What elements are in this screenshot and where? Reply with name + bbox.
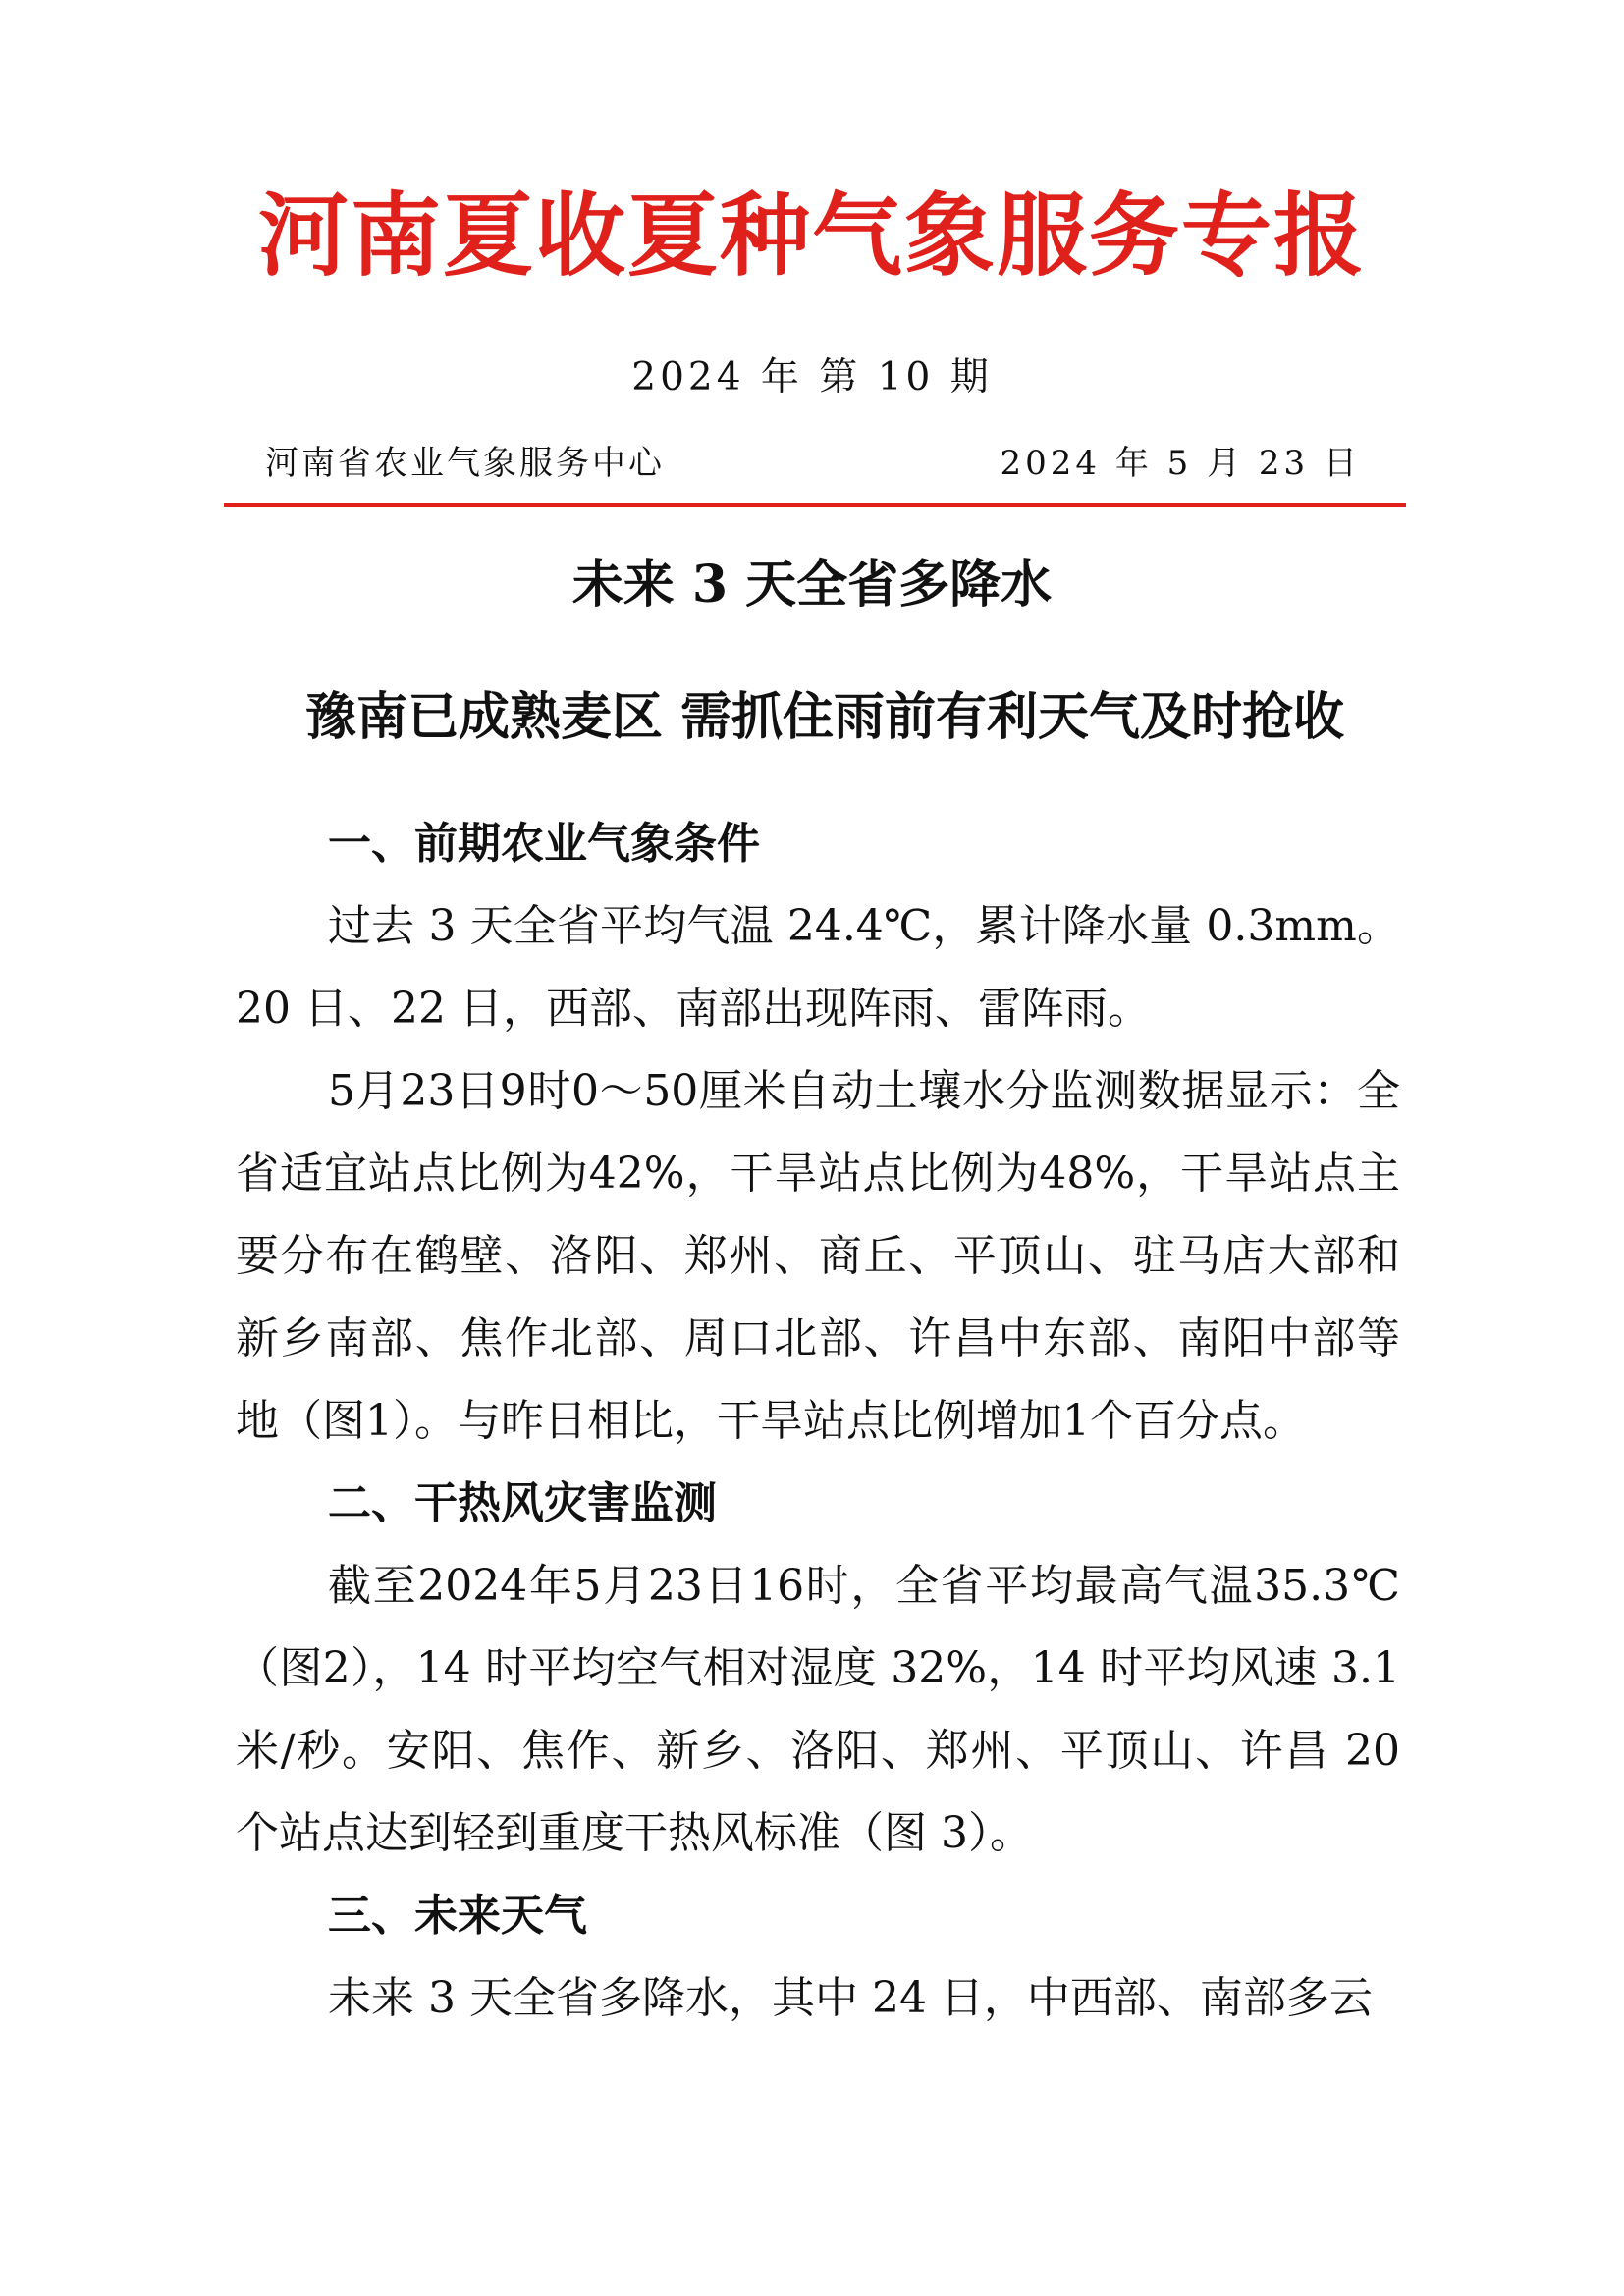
paragraph-soil-moisture: 5月23日9时0～50厘米自动土壤水分监测数据显示：全省适宜站点比例为42%，干旱站点比例为48%，干旱站点主要分布在鹤壁、洛阳、郑州、商丘、平顶山、驻马店大部和新乡南部、焦作北部、周口北部、许昌中东部、南阳中部等地（图1）。与昨日相比，干旱站点比例增加1个百分点。	[236, 1066, 1400, 1446]
article-subheadline: 豫南已成熟麦区 需抓住雨前有利天气及时抢收	[304, 687, 1345, 747]
paragraph-forecast: 未来 3 天全省多降水，其中 24 日，中西部、南部多云	[328, 1973, 1373, 2023]
section-title-forecast: 三、未来天气	[328, 1891, 587, 1941]
issue-number: 2024 年 第 10 期	[631, 355, 993, 400]
publication-date: 2024 年 5 月 23 日	[1000, 444, 1361, 483]
section-title-prior-conditions: 一、前期农业气象条件	[328, 819, 760, 869]
header-divider	[224, 503, 1406, 507]
issuing-agency: 河南省农业气象服务中心	[265, 444, 665, 483]
article-body	[236, 803, 1400, 2040]
masthead-title: 河南夏收夏种气象服务专报	[257, 183, 1366, 289]
paragraph-temperature-rainfall: 过去 3 天全省平均气温 24.4℃，累计降水量 0.3mm。20 日、22 日，西部、南部出现阵雨、雷阵雨。	[236, 901, 1400, 1034]
section-title-dry-hot-wind: 二、干热风灾害监测	[328, 1478, 717, 1528]
paragraph-dry-hot-wind: 截至2024年5月23日16时，全省平均最高气温35.3℃（图2），14 时平均空气相对湿度 32%，14 时平均风速 3.1 米/秒。安阳、焦作、新乡、洛阳、郑州、平顶山、许昌 20 个站点达到轻到重度干热风标准（图 3）。	[236, 1561, 1400, 1858]
article-headline: 未来 3 天全省多降水	[571, 555, 1053, 614]
